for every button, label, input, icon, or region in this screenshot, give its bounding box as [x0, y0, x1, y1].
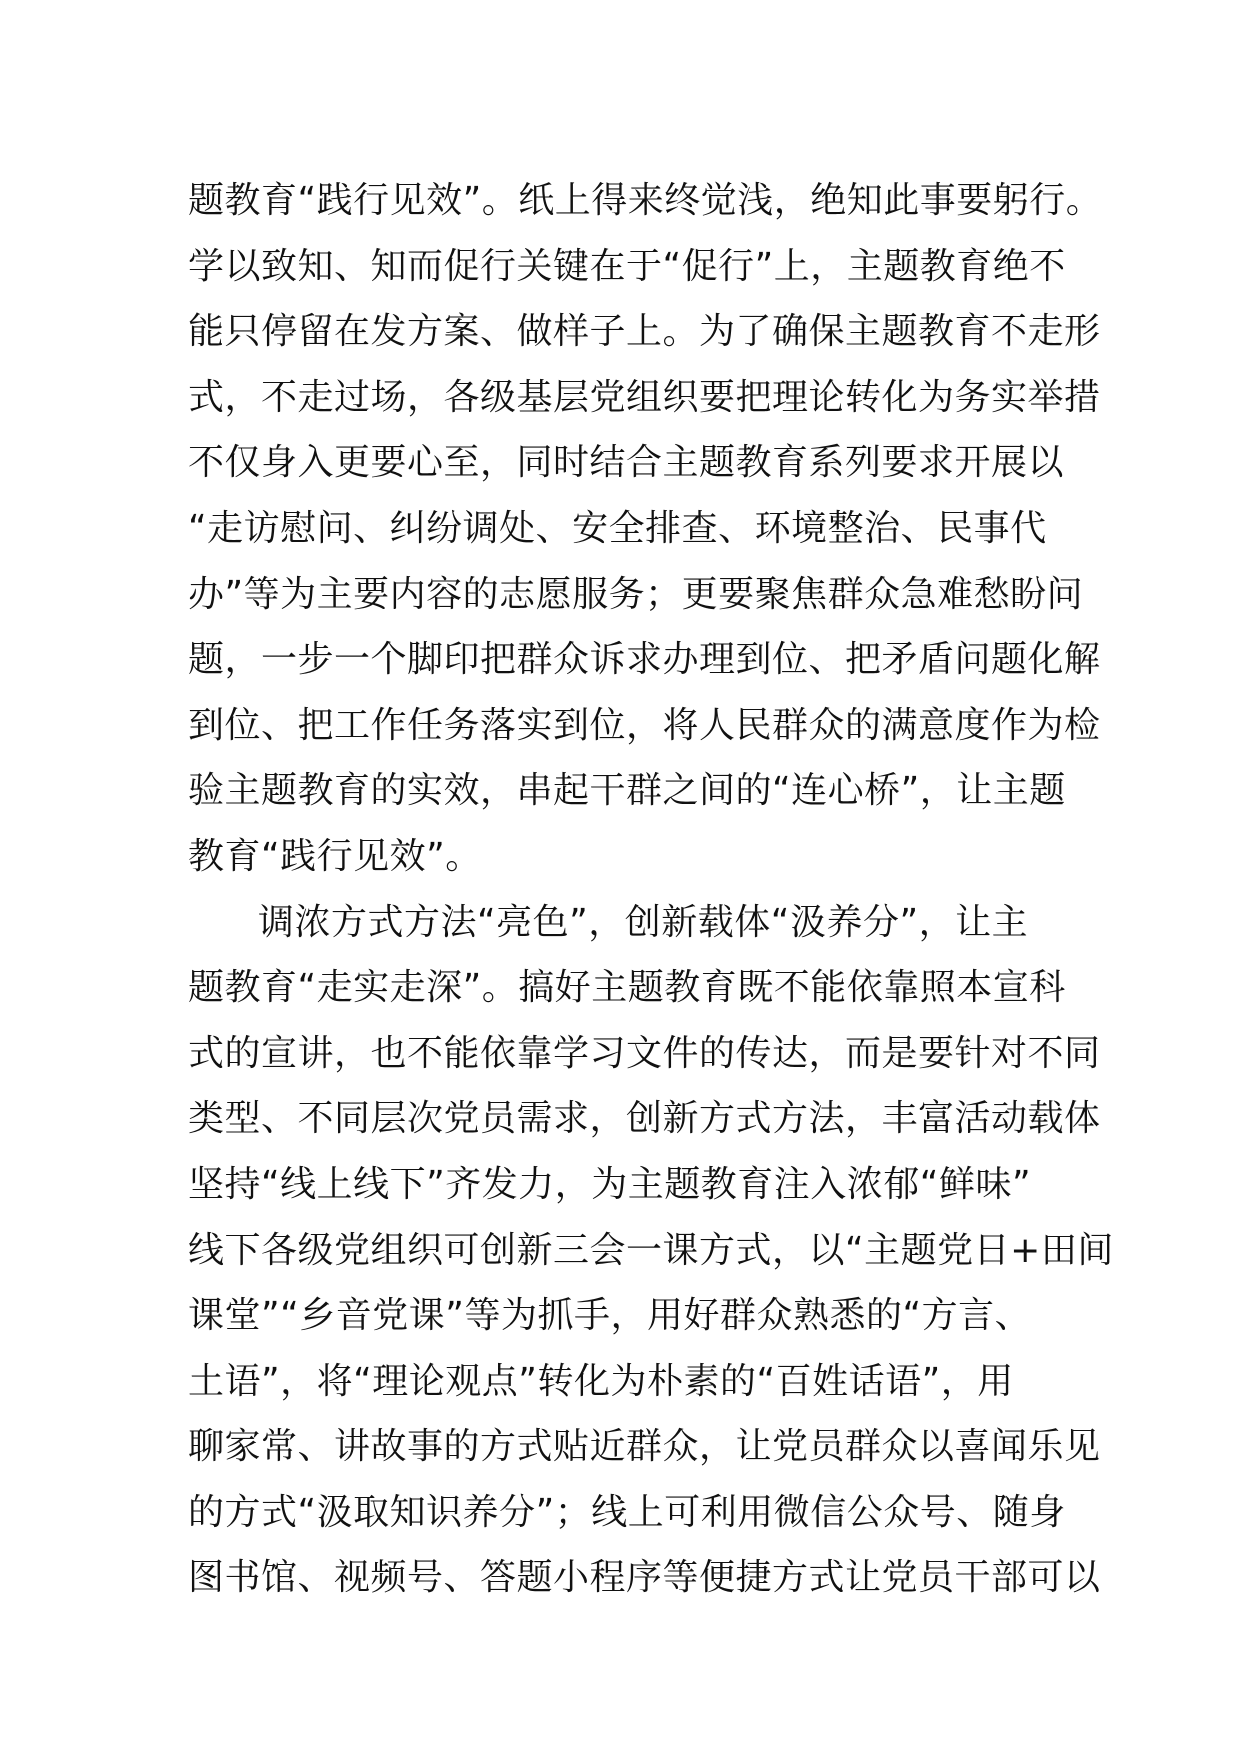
- text-line: 到位、把工作任务落实到位，将人民群众的满意度作为检: [188, 704, 1101, 746]
- text-line: 学以致知、知而促行关键在于“促行”上，主题教育绝不: [188, 245, 1066, 287]
- text-line: 课堂”“乡音党课”等为抓手，用好群众熟悉的“方言、: [188, 1295, 1032, 1337]
- text-line: 能只停留在发方案、做样子上。为了确保主题教育不走形: [188, 311, 1101, 353]
- text-line: “走访慰问、纠纷调处、安全排查、环境整治、民事代: [188, 507, 1047, 549]
- text-line: 调浓方式方法“亮色”，创新载体“汲养分”，让主: [258, 901, 1029, 943]
- text-line: 不仅身入更要心至，同时结合主题教育系列要求开展以: [188, 442, 1065, 484]
- text-line: 线下各级党组织可创新三会一课方式，以“主题党日+田间: [188, 1229, 1114, 1271]
- text-line: 土语”，将“理论观点”转化为朴素的“百姓话语”，用: [188, 1360, 1014, 1402]
- text-line: 聊家常、讲故事的方式贴近群众，让党员群众以喜闻乐见: [188, 1426, 1101, 1468]
- text-line: 题教育“践行见效”。纸上得来终觉浅，绝知此事要躬行。: [188, 180, 1103, 221]
- text-line: 图书馆、视频号、答题小程序等便捷方式让党员干部可以: [188, 1557, 1101, 1599]
- text-line: 题教育“走实走深”。搞好主题教育既不能依靠照本宣科: [188, 967, 1066, 1009]
- text-line: 的方式“汲取知识养分”；线上可利用微信公众号、随身: [188, 1491, 1066, 1533]
- text-line: 坚持“线上线下”齐发力，为主题教育注入浓郁“鲜味”: [188, 1163, 1032, 1205]
- paragraph-2: [188, 890, 1114, 1612]
- text-line: 教育“践行见效”。: [188, 835, 482, 877]
- text-line: 办”等为主要内容的志愿服务；更要聚焦群众急难愁盼问: [188, 573, 1084, 615]
- text-line: 验主题教育的实效，串起干群之间的“连心桥”，让主题: [188, 770, 1066, 812]
- body-text: [188, 168, 1114, 1611]
- paragraph-1: [188, 168, 1103, 890]
- text-line: 类型、不同层次党员需求，创新方式方法，丰富活动载体: [188, 1098, 1101, 1140]
- text-line: 式，不走过场，各级基层党组织要把理论转化为务实举措: [188, 376, 1101, 418]
- text-line: 题，一步一个脚印把群众诉求办理到位、把矛盾问题化解: [188, 639, 1101, 681]
- text-line: 式的宣讲，也不能依靠学习文件的传达，而是要针对不同: [188, 1032, 1101, 1074]
